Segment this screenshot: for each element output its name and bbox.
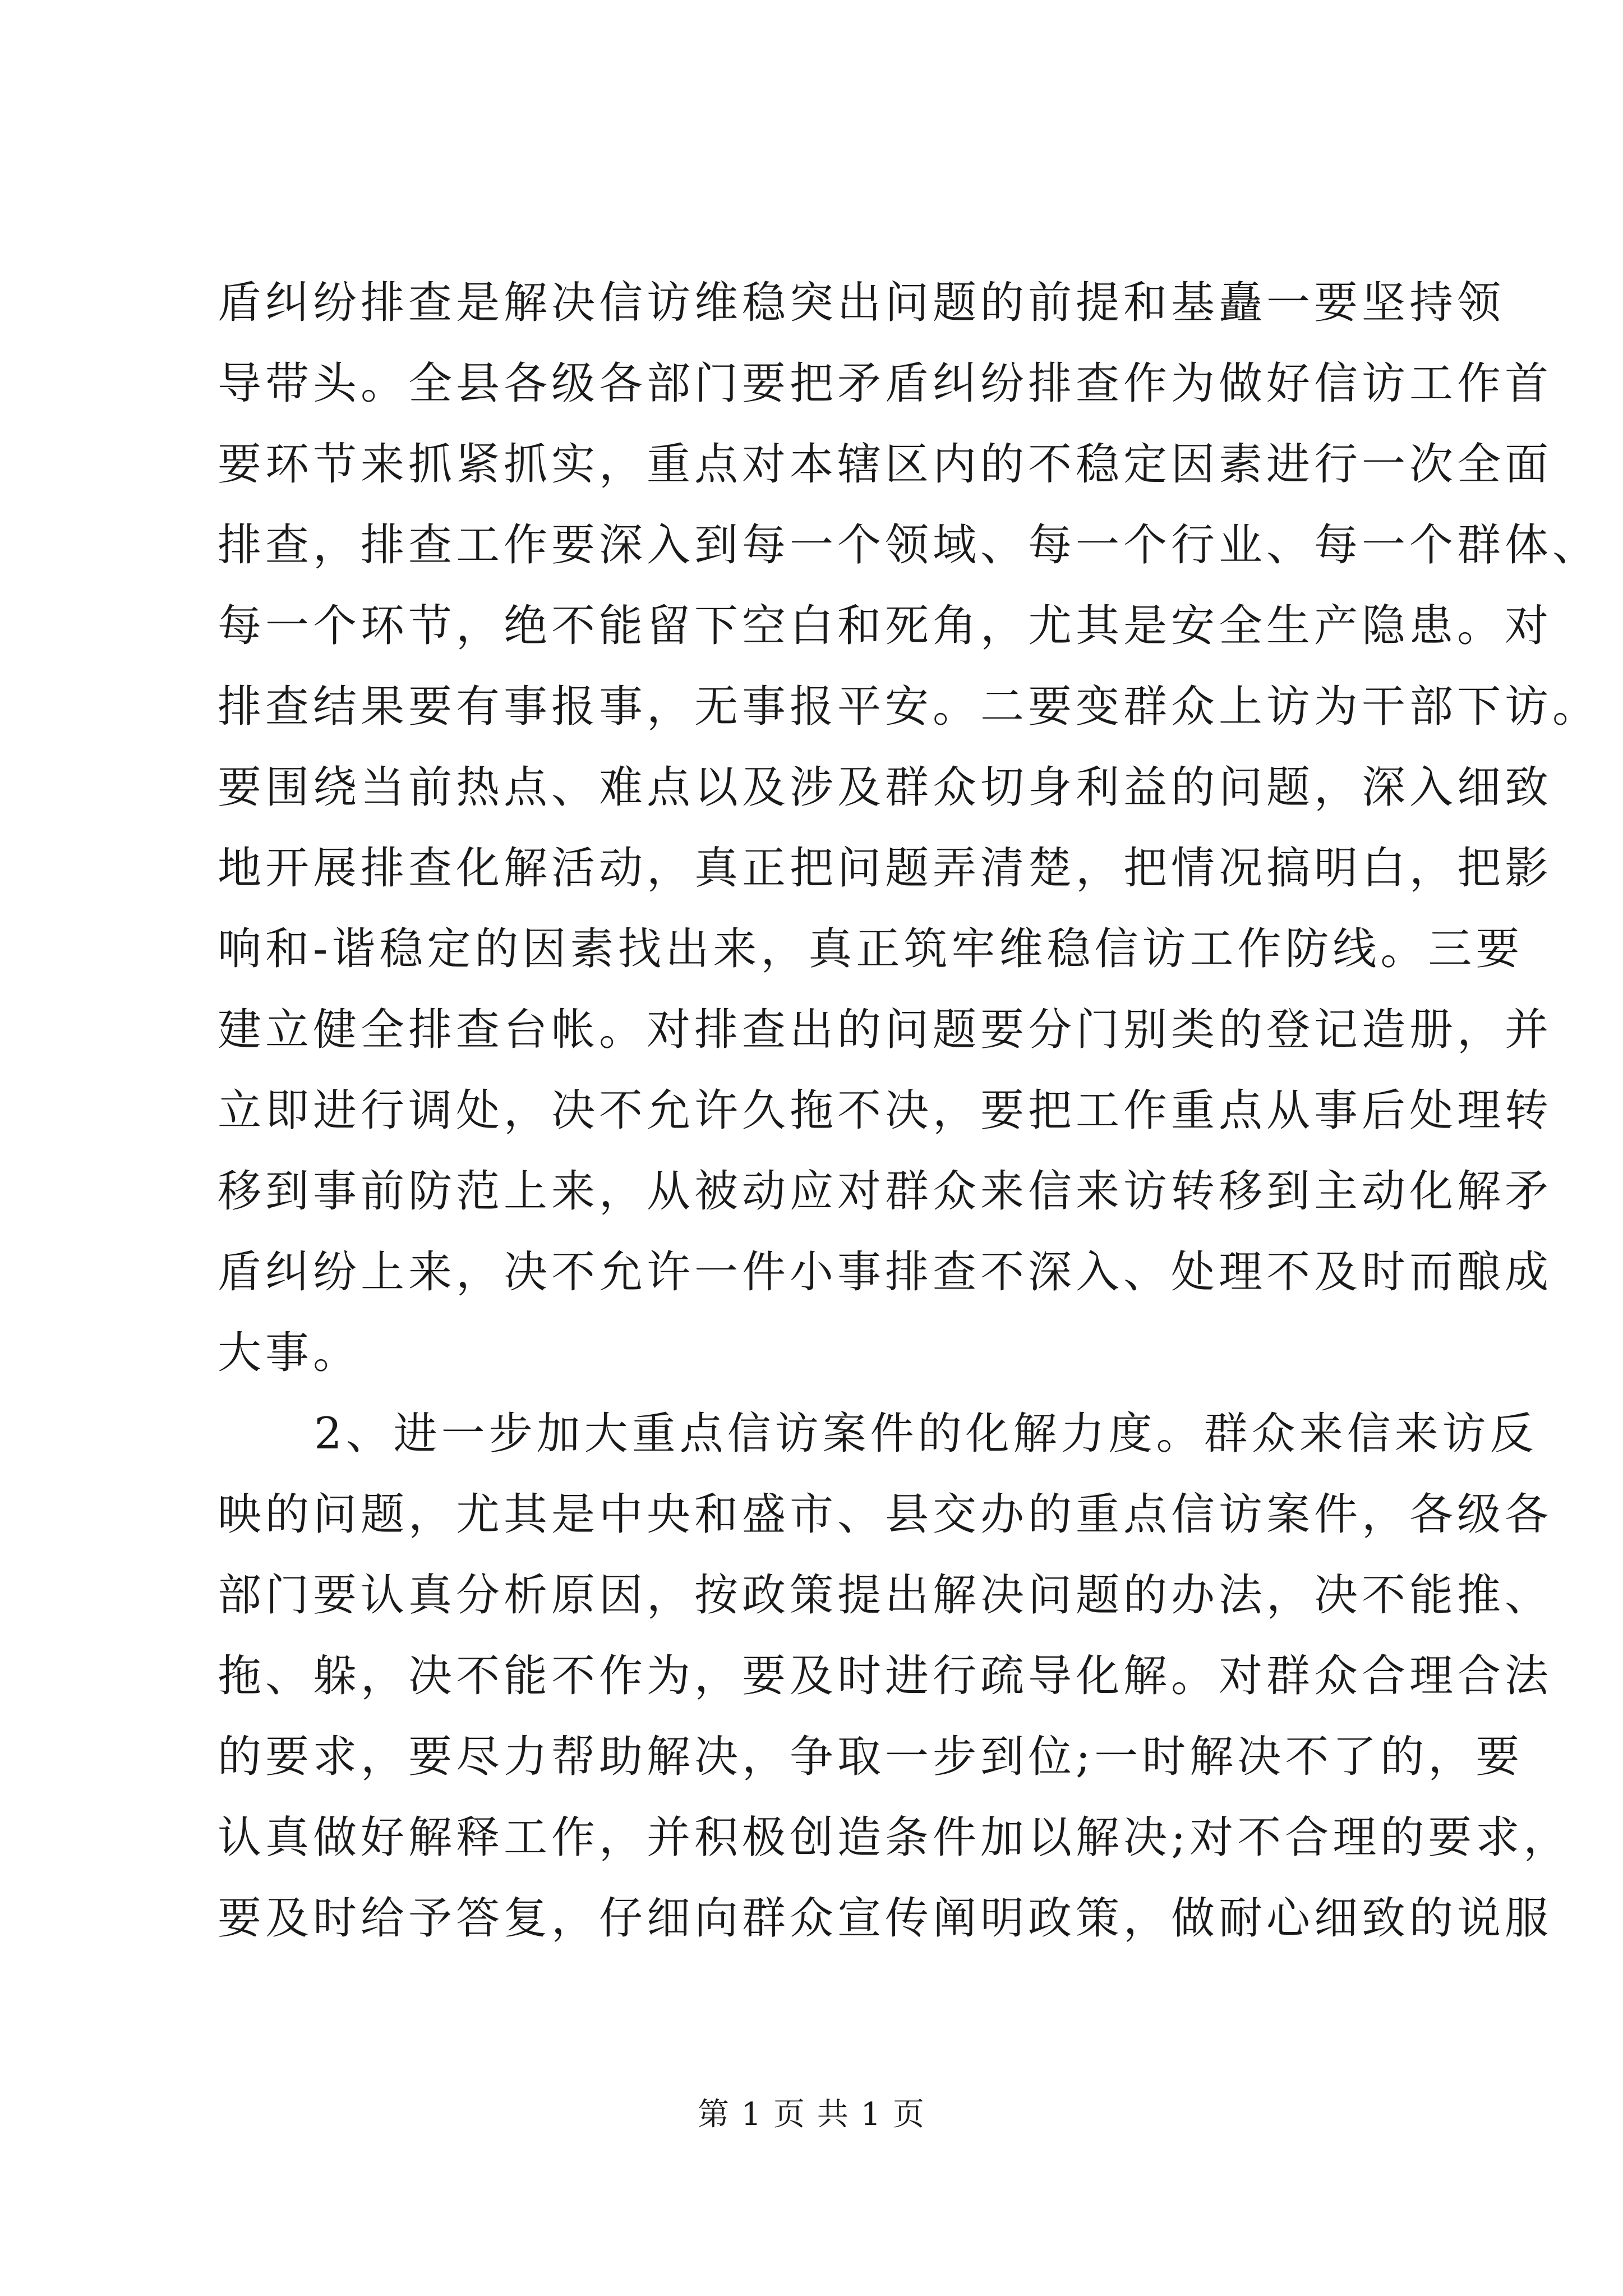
text-line: 认真做好解释工作，并积极创造条件加以解决;对不合理的要求，	[218, 1812, 1571, 1863]
text-line: 建立健全排查台帐。对排查出的问题要分门别类的登记造册，并	[218, 1005, 1553, 1055]
text-line: 响和-谐稳定的因素找出来，真正筑牢维稳信访工作防线。三要	[218, 924, 1524, 974]
text-line: 地开展排查化解活动，真正把问题弄清楚，把情况搞明白，把影	[218, 843, 1553, 894]
body-text	[218, 263, 1601, 1959]
text-line: 排查，排查工作要深入到每一个领域、每一个行业、每一个群体、	[218, 520, 1601, 570]
text-line: 要及时给予答复，仔细向群众宣传阐明政策，做耐心细致的说服	[218, 1893, 1553, 1944]
text-line: 大事。	[218, 1328, 361, 1378]
text-line: 拖、躲，决不能不作为，要及时进行疏导化解。对群众合理合法	[218, 1651, 1553, 1701]
text-line: 映的问题，尤其是中央和盛市、县交办的重点信访案件，各级各	[218, 1489, 1553, 1540]
text-line: 导带头。全县各级各部门要把矛盾纠纷排查作为做好信访工作首	[218, 358, 1553, 409]
text-line: 立即进行调处，决不允许久拖不决，要把工作重点从事后处理转	[218, 1085, 1553, 1136]
text-line: 移到事前防范上来，从被动应对群众来信来访转移到主动化解矛	[218, 1166, 1553, 1217]
text-line: 的要求，要尽力帮助解决，争取一步到位;一时解决不了的，要	[218, 1732, 1524, 1782]
text-line: 部门要认真分析原因，按政策提出解决问题的办法，决不能推、	[218, 1570, 1553, 1621]
text-line: 要环节来抓紧抓实，重点对本辖区内的不稳定因素进行一次全面	[218, 439, 1553, 490]
text-line: 盾纠纷上来，决不允许一件小事排查不深入、处理不及时而酿成	[218, 1247, 1553, 1297]
text-line: 要围绕当前热点、难点以及涉及群众切身利益的问题，深入细致	[218, 762, 1553, 813]
paragraph-start-line: 2、进一步加大重点信访案件的化解力度。群众来信来访反	[314, 1409, 1538, 1459]
text-line: 排查结果要有事报事，无事报平安。二要变群众上访为干部下访。	[218, 682, 1601, 732]
text-line: 每一个环节，绝不能留下空白和死角，尤其是安全生产隐患。对	[218, 601, 1553, 651]
page-footer: 第 1 页 共 1 页	[697, 2096, 926, 2133]
text-line: 盾纠纷排查是解决信访维稳突出问题的前提和基矗一要坚持领	[218, 278, 1505, 328]
